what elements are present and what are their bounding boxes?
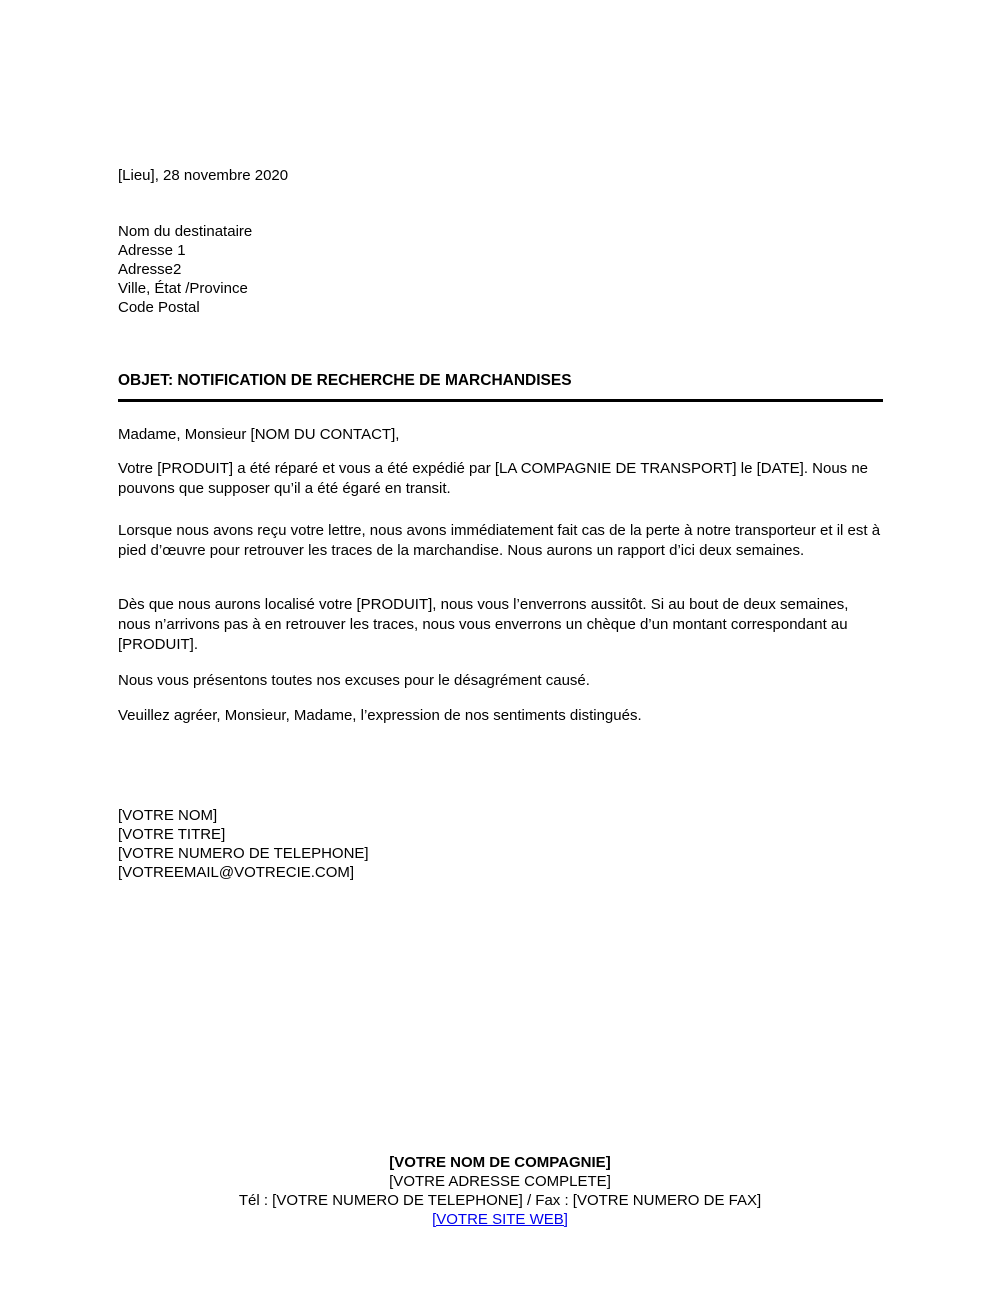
footer-website-link[interactable]: [VOTRE SITE WEB] <box>432 1211 568 1228</box>
body-paragraph-3: Dès que nous aurons localisé votre [PRODUIT], nous vous l’enverrons aussitôt. Si au bout de deux semaines, nous n’arrivons pas à en retrouver les traces, nous vous enverrons un chèque d’un montant correspondant au [PRODUIT]. <box>118 596 849 653</box>
body-paragraph-1: Votre [PRODUIT] a été réparé et vous a été expédié par [LA COMPAGNIE DE TRANSPORT] le [DATE]. Nous ne pouvons que supposer qu’il a été égaré en transit. <box>118 460 869 497</box>
footer-tel-fax: Tél : [VOTRE NUMERO DE TELEPHONE] / Fax : [VOTRE NUMERO DE FAX] <box>238 1192 762 1209</box>
signature-email: [VOTREEMAIL@VOTRECIE.COM] <box>118 864 355 881</box>
signature-block <box>118 806 369 882</box>
date-line: [Lieu], 28 novembre 2020 <box>118 167 289 184</box>
signature-title: [VOTRE TITRE] <box>118 826 226 843</box>
footer-block <box>0 1153 1000 1229</box>
recipient-address-2: Adresse2 <box>118 261 182 278</box>
subject-divider-rule <box>118 399 883 402</box>
recipient-block <box>118 222 252 317</box>
footer-address: [VOTRE ADRESSE COMPLETE] <box>389 1173 611 1190</box>
signature-name: [VOTRE NOM] <box>118 807 218 824</box>
body-paragraph-4: Nous vous présentons toutes nos excuses pour le désagrément causé. <box>118 672 590 689</box>
body-paragraph-5: Veuillez agréer, Monsieur, Madame, l’expression de nos sentiments distingués. <box>118 707 642 724</box>
recipient-postal-code: Code Postal <box>118 299 200 316</box>
recipient-address-1: Adresse 1 <box>118 242 186 259</box>
subject-line: OBJET: NOTIFICATION DE RECHERCHE DE MARCHANDISES <box>118 372 572 389</box>
recipient-city-state: Ville, État /Province <box>118 280 248 297</box>
recipient-name: Nom du destinataire <box>118 223 253 240</box>
salutation: Madame, Monsieur [NOM DU CONTACT], <box>118 426 400 443</box>
signature-phone: [VOTRE NUMERO DE TELEPHONE] <box>118 845 369 862</box>
footer-company-name: [VOTRE NOM DE COMPAGNIE] <box>389 1154 611 1171</box>
body-paragraph-2: Lorsque nous avons reçu votre lettre, nous avons immédiatement fait cas de la perte à notre transporteur et il est à pied d’œuvre pour retrouver les traces de la marchandise. Nous aurons un rapport d’ici deux semaines. <box>118 522 881 559</box>
